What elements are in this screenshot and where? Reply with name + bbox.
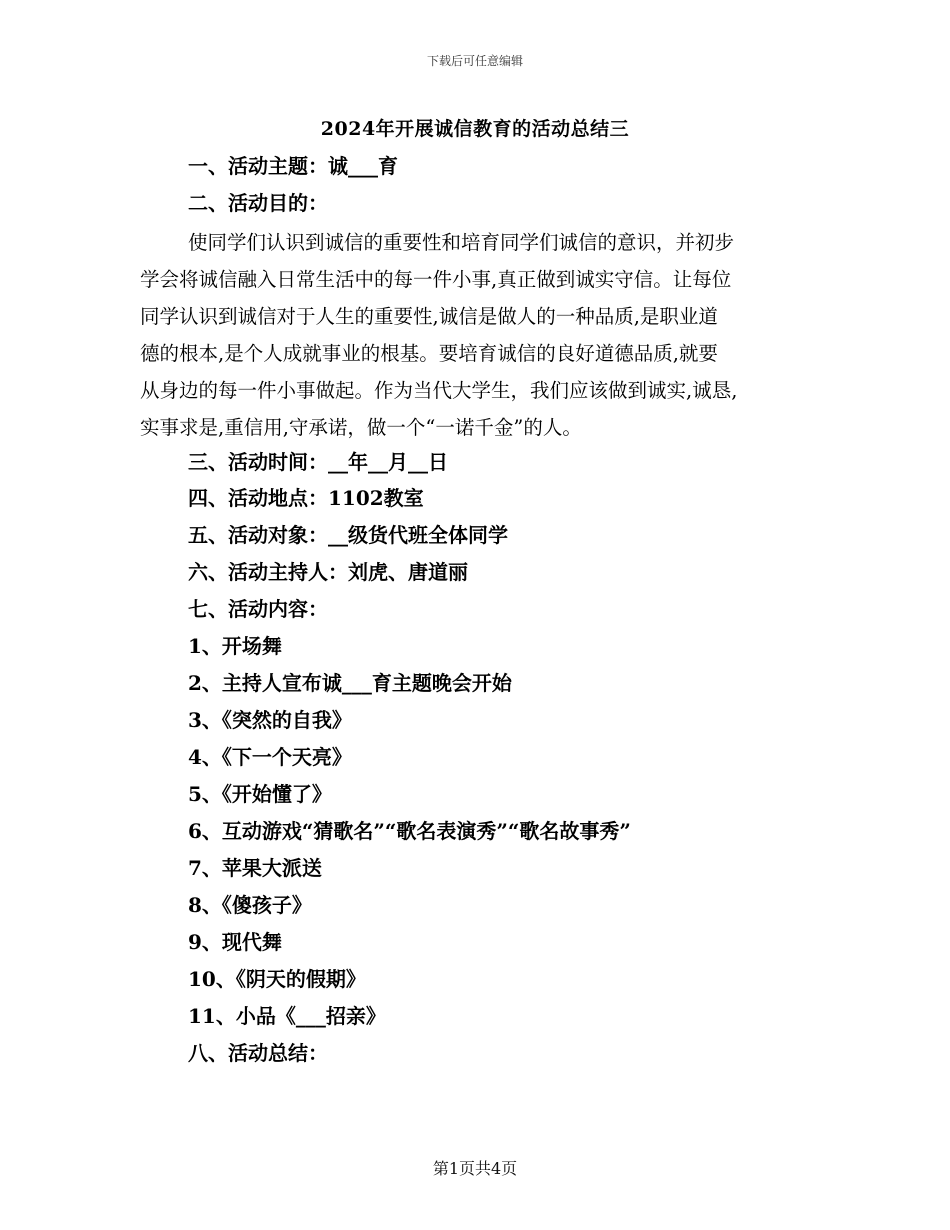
section-theme: 一、活动主题：诚___育	[188, 154, 398, 178]
program-item: 8、《傻孩子》	[188, 893, 312, 917]
program-item: 11、小品《___招亲》	[188, 1004, 386, 1028]
purpose-line: 德的根本,是个人成就事业的根基。要培育诚信的良好道德品质,就要	[140, 342, 718, 365]
section-audience: 五、活动对象：__级货代班全体同学	[188, 523, 508, 547]
program-item: 2、主持人宣布诚___育主题晚会开始	[188, 671, 512, 695]
purpose-line: 从身边的每一件小事做起。作为当代大学生，我们应该做到诚实,诚恳,	[140, 379, 738, 402]
purpose-line: 使同学们认识到诚信的重要性和培育同学们诚信的意识，并初步	[188, 231, 735, 254]
section-hosts: 六、活动主持人：刘虎、唐道丽	[188, 560, 468, 584]
program-item: 1、开场舞	[188, 634, 282, 658]
program-item: 7、苹果大派送	[188, 856, 322, 880]
program-item: 10、《阴天的假期》	[188, 967, 366, 991]
program-item: 5、《开始懂了》	[188, 782, 332, 806]
section-time: 三、活动时间：__年__月__日	[188, 450, 448, 474]
page-number: 第1页共4页	[432, 1159, 518, 1178]
document-title: 2024年开展诚信教育的活动总结三	[320, 118, 630, 140]
program-item: 4、《下一个天亮》	[188, 745, 352, 769]
purpose-line: 学会将诚信融入日常生活中的每一件小事,真正做到诚实守信。让每位	[140, 268, 732, 291]
program-item: 9、现代舞	[188, 930, 282, 954]
purpose-line: 同学认识到诚信对于人生的重要性,诚信是做人的一种品质,是职业道	[140, 305, 718, 328]
section-purpose-heading: 二、活动目的：	[188, 191, 328, 215]
header-note: 下载后可任意编辑	[426, 54, 523, 68]
purpose-line: 实事求是,重信用,守承诺，做一个“一诺千金”的人。	[140, 416, 582, 439]
section-summary-heading: 八、活动总结：	[188, 1041, 328, 1065]
purpose-paragraph	[140, 224, 820, 446]
program-item: 3、《突然的自我》	[188, 708, 352, 732]
section-location: 四、活动地点：1102教室	[188, 486, 424, 510]
program-item: 6、互动游戏“猜歌名”“歌名表演秀”“歌名故事秀”	[188, 819, 631, 843]
section-content-heading: 七、活动内容：	[188, 597, 328, 621]
